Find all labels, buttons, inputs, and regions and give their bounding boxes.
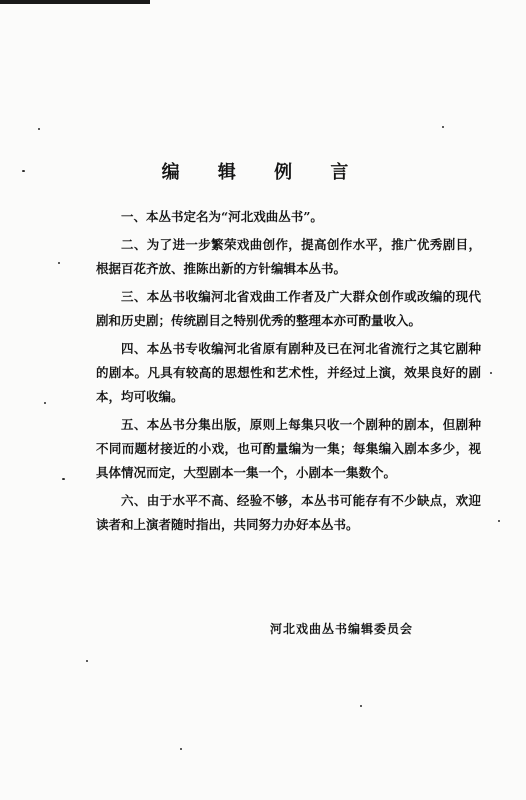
scan-speck: [360, 705, 362, 707]
paragraph-5: 五、本丛书分集出版，原则上每集只收一个剧种的剧本，但剧种不同而题材接近的小戏，也可酌量编为一集；每集编入剧本多少，视具体情况而定，大型剧本一集一个，小剧本一集数个。: [96, 417, 481, 480]
scan-speck: [490, 372, 492, 374]
scan-speck: [498, 520, 500, 522]
scan-speck: [180, 748, 182, 750]
scan-speck: [86, 660, 88, 662]
paragraph-3: 三、本丛书收编河北省戏曲工作者及广大群众创作或改编的现代剧和历史剧；传统剧目之特别优秀的整理本亦可酌量收入。: [96, 289, 481, 328]
signature-line: 河北戏曲丛书编辑委员会: [270, 622, 414, 636]
page-title: 编 辑 例 言: [161, 162, 365, 183]
document-body: [96, 205, 481, 537]
paragraph-6: 六、由于水平不高、经验不够，本丛书可能存有不少缺点，欢迎读者和上演者随时指出，共同努力办好本丛书。: [96, 493, 481, 532]
scan-speck: [62, 478, 65, 480]
paragraph-1: 一、本丛书定名为“河北戏曲丛书”。: [121, 209, 323, 224]
scan-speck: [58, 262, 60, 264]
scan-speck: [442, 126, 444, 128]
scan-speck: [44, 402, 46, 404]
paragraph-2: 二、为了进一步繁荣戏曲创作，提高创作水平，推广优秀剧目，根据百花齐放、推陈出新的方针编辑本丛书。: [96, 237, 481, 276]
scan-speck: [38, 128, 40, 130]
paragraph-4: 四、本丛书专收编河北省原有剧种及已在河北省流行之其它剧种的剧本。凡具有较高的思想性和艺术性，并经过上演，效果良好的剧本，均可收编。: [96, 341, 481, 404]
top-edge-rule: [0, 0, 150, 4]
